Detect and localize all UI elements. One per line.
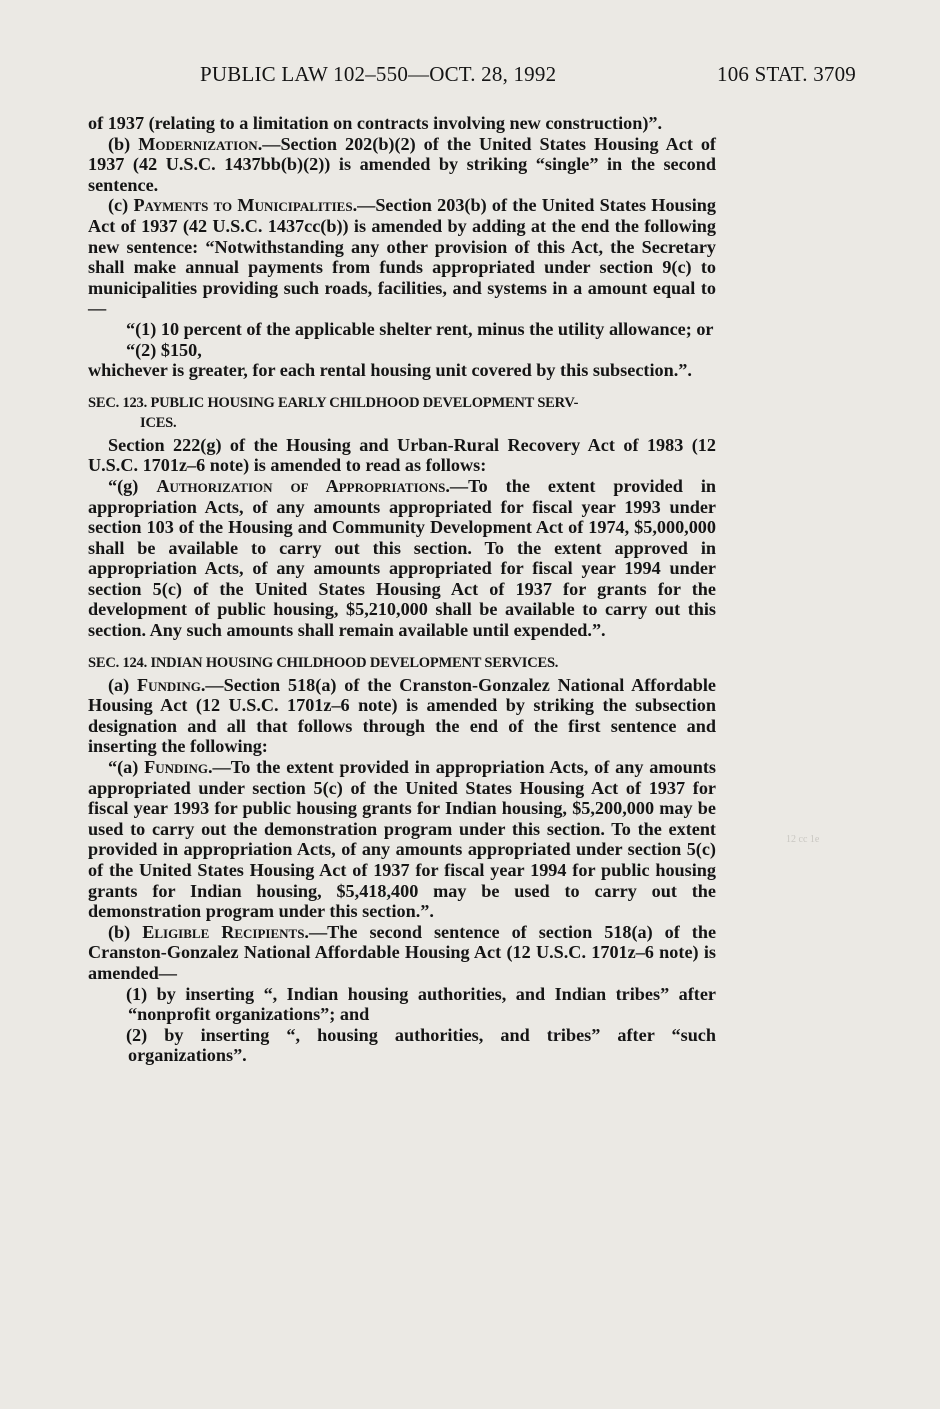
statute-citation: 106 STAT. 3709: [717, 62, 856, 86]
subsection-label: “(g): [108, 475, 157, 496]
subsection-c-closing: whichever is greater, for each rental housing unit covered by this subsection.”.: [88, 360, 692, 381]
section-heading-line2: ICES.: [140, 414, 177, 431]
quoted-subsection-a-funding: [88, 757, 716, 922]
subsection-heading: Modernization.: [138, 133, 263, 154]
continued-paragraph: of 1937 (relating to a limitation on contracts involving new construction)”.: [88, 113, 663, 133]
paragraph-b-2: (2) by inserting “, housing authorities, and tribes” after “such organizations”.: [126, 1024, 716, 1066]
section-heading-line1: SEC. 123. PUBLIC HOUSING EARLY CHILDHOOD DEVELOPMENT SERV-: [88, 394, 579, 411]
section-123-heading: [88, 393, 716, 433]
subsection-heading: Funding.: [137, 674, 206, 695]
law-title: PUBLIC LAW 102–550—OCT. 28, 1992: [200, 62, 557, 86]
subsection-a-funding: [88, 675, 716, 757]
subsection-b-modernization: [88, 134, 716, 196]
paragraph-c-1: “(1) 10 percent of the applicable shelter rent, minus the utility allowance; or: [126, 318, 714, 339]
subsection-label: “(a): [108, 757, 145, 778]
subsection-label: (a): [108, 674, 138, 695]
margin-note: 12 cc 1e: [786, 834, 820, 845]
subsection-g-authorization: [88, 476, 716, 641]
section-123-intro: Section 222(g) of the Housing and Urban-Rural Recovery Act of 1983 (12 U.S.C. 1701z–6 note) is amended to read as follows:: [88, 434, 716, 476]
subsection-text: —Section 518(a) of the Cranston-Gonzalez National Affordable Housing Act (12 U.S.C. 1701z–6 note) is amended by striking the subsection designation and all that follows through the end of the first sentence and inserting the following:: [88, 674, 716, 757]
subsection-heading: Funding.: [144, 757, 213, 778]
subsection-text: —The second sentence of section 518(a) of the Cranston-Gonzalez National Affordable Housing Act (12 U.S.C. 1701z–6 note) is amended—: [88, 921, 717, 983]
subsection-text: —Section 203(b) of the United States Housing Act of 1937 (42 U.S.C. 1437cc(b)) is amended by adding at the end the following new sentence: “Notwithstanding any other provision of this Act, the Secretary shall make annual payments from funds appropriated under section 9(c) to municipalities providing such roads, facilities, and systems in a amount equal to—: [88, 195, 716, 319]
subsection-text: —Section 202(b)(2) of the United States Housing Act of 1937 (42 U.S.C. 1437bb(b)(2)) is amended by striking “single” in the second sentence.: [88, 133, 716, 195]
subsection-label: (b): [108, 133, 139, 154]
paragraph-b-1: (1) by inserting “, Indian housing authorities, and Indian tribes” after “nonprofit organizations”; and: [126, 983, 716, 1025]
subsection-text: —To the extent provided in appropriation Acts, of any amounts appropriated for fiscal year 1993 under section 103 of the Housing and Community Development Act of 1974, $5,000,000 shall be available to carry out this section. To the extent approved in appropriation Acts, of any amounts appropriated for fiscal year 1994 under section 5(c) of the United States Housing Act of 1937 for grants for the development of public housing, $5,210,000 shall be available to carry out this section. Any such amounts shall remain available until expended.”.: [88, 475, 716, 641]
page-body: [88, 113, 716, 1066]
section-124-heading: SEC. 124. INDIAN HOUSING CHILDHOOD DEVELOPMENT SERVICES.: [88, 654, 559, 671]
subsection-heading: Eligible Recipients.: [142, 921, 309, 942]
subsection-text: —To the extent provided in appropriation Acts, of any amounts appropriated under section 5(c) of the United States Housing Act of 1937 for fiscal year 1993 for public housing grants for Indian housing, $5,200,000 may be used to carry out the demonstration program under this section. To the extent provided in appropriation Acts, of any amounts appropriated under section 5(c) of the United States Housing Act of 1937 for fiscal year 1994 for public housing grants for Indian housing, $5,418,400 may be used to carry out the demonstration program under this section.”.: [88, 757, 716, 922]
subsection-label: (c): [108, 195, 134, 216]
running-header: [88, 62, 856, 92]
subsection-heading: Authorization of Appropriations.: [156, 475, 450, 496]
subsection-b-eligible-recipients: [88, 922, 716, 984]
paragraph-c-2: “(2) $150,: [126, 339, 202, 360]
subsection-c-payments: [88, 195, 716, 319]
subsection-heading: Payments to Municipalities.: [133, 195, 358, 216]
subsection-label: (b): [108, 921, 143, 942]
